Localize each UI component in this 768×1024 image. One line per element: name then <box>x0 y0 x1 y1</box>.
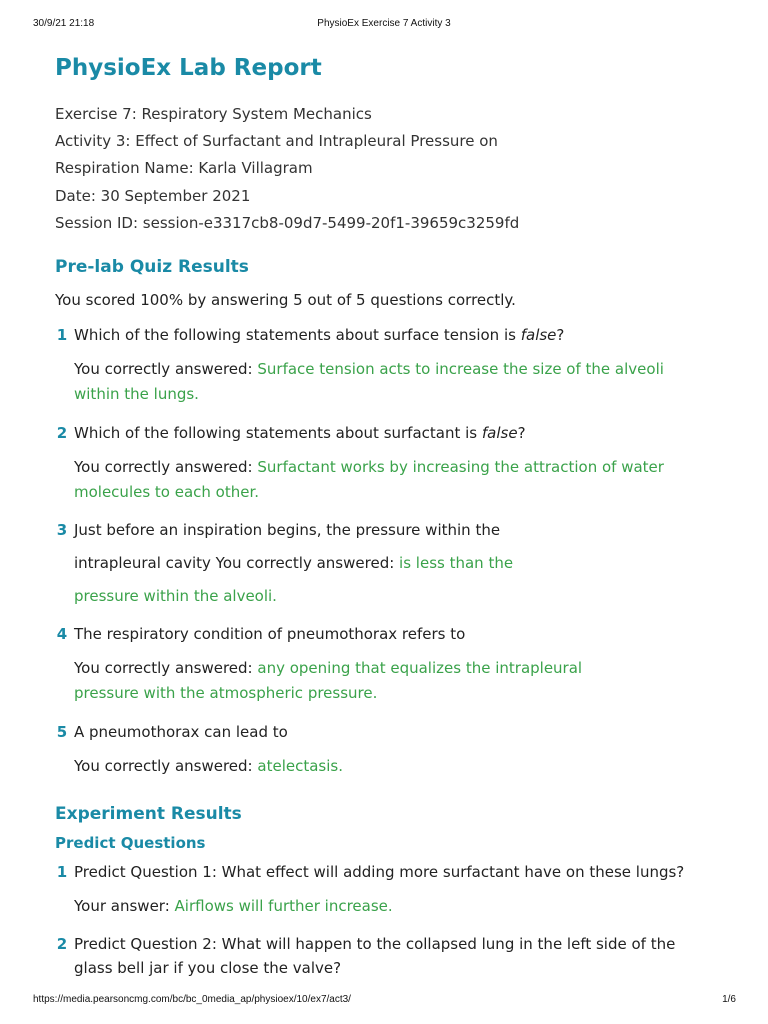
exercise-line: Exercise 7: Respiratory System Mechanics <box>55 105 372 123</box>
question-text: The respiratory condition of pneumothorax refers to <box>74 625 466 643</box>
correct-answer-cont: within the lungs. <box>74 385 199 403</box>
question-number: 2 <box>56 935 68 953</box>
answer-line: intrapleural cavity You correctly answered: is less than the <box>74 554 514 572</box>
correct-answer: Surface tension acts to increase the size of the alveoli <box>257 360 664 378</box>
print-footer <box>0 994 768 1008</box>
question-text: Which of the following statements about surfactant is false? <box>74 424 526 442</box>
your-answer: Airflows will further increase. <box>174 897 393 915</box>
question-text: Which of the following statements about surface tension is false? <box>74 326 565 344</box>
prelab-heading: Pre-lab Quiz Results <box>55 257 249 277</box>
date-line: Date: 30 September 2021 <box>55 187 251 205</box>
question-text: Just before an inspiration begins, the pressure within the <box>74 521 501 539</box>
question-text: A pneumothorax can lead to <box>74 723 288 741</box>
question-number: 5 <box>56 723 68 741</box>
prelab-score: You scored 100% by answering 5 out of 5 questions correctly. <box>55 291 516 309</box>
question-number: 2 <box>56 424 68 442</box>
correct-answer-cont: molecules to each other. <box>74 483 260 501</box>
answer-line: You correctly answered: any opening that equalizes the intrapleural <box>74 659 583 677</box>
print-url: https://media.pearsoncmg.com/bc/bc_0media_ap/physioex/10/ex7/act3/ <box>33 994 351 1005</box>
print-header <box>0 18 768 32</box>
correct-answer: Surfactant works by increasing the attraction of water <box>257 458 664 476</box>
question-number: 4 <box>56 625 68 643</box>
page-title: PhysioEx Lab Report <box>55 55 322 81</box>
correct-answer: any opening that equalizes the intrapleural <box>257 659 583 677</box>
correct-answer: atelectasis. <box>257 757 343 775</box>
print-page-number: 1/6 <box>722 994 736 1005</box>
question-text: Predict Question 2: What will happen to the collapsed lung in the left side of the <box>74 935 676 953</box>
correct-answer: is less than the <box>399 554 514 572</box>
question-text-cont: glass bell jar if you close the valve? <box>74 959 342 977</box>
respiration-name-line: Respiration Name: Karla Villagram <box>55 159 313 177</box>
print-title: PhysioEx Exercise 7 Activity 3 <box>317 18 451 29</box>
question-text: Predict Question 1: What effect will adding more surfactant have on these lungs? <box>74 863 685 881</box>
question-number: 3 <box>56 521 68 539</box>
answer-line: You correctly answered: Surfactant works by increasing the attraction of water <box>74 458 664 476</box>
answer-line: You correctly answered: atelectasis. <box>74 757 343 775</box>
print-datetime: 30/9/21 21:18 <box>33 18 95 29</box>
answer-line: You correctly answered: Surface tension acts to increase the size of the alveoli <box>74 360 664 378</box>
question-number: 1 <box>56 863 68 881</box>
predict-heading: Predict Questions <box>55 834 206 852</box>
correct-answer-cont: pressure within the alveoli. <box>74 587 277 605</box>
activity-line: Activity 3: Effect of Surfactant and Intrapleural Pressure on <box>55 132 498 150</box>
session-line: Session ID: session-e3317cb8-09d7-5499-20f1-39659c3259fd <box>55 214 520 232</box>
correct-answer-cont: pressure with the atmospheric pressure. <box>74 684 378 702</box>
experiment-heading: Experiment Results <box>55 804 242 824</box>
question-number: 1 <box>56 326 68 344</box>
answer-line: Your answer: Airflows will further increase. <box>74 897 393 915</box>
